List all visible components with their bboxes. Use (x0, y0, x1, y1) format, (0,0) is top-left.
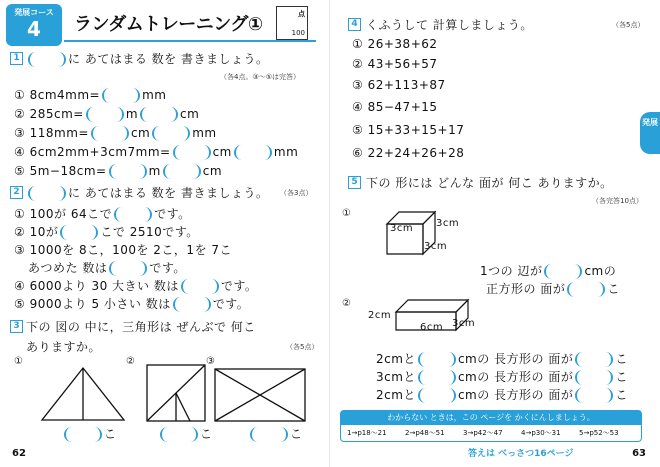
question-2-number: 2 (10, 186, 23, 199)
list-item: ① 8cm4mm= mm (14, 88, 167, 102)
answer-blank[interactable] (163, 164, 201, 179)
question-3-number: 3 (10, 320, 23, 333)
answer-blank[interactable] (418, 352, 456, 367)
question-4-points: （各5点） (612, 21, 645, 29)
help-link-3[interactable]: 3→p42～47 (463, 429, 503, 437)
figure-label: ① (14, 356, 24, 367)
list-item: ② 10が こで 2510です。 (14, 225, 199, 239)
help-box (340, 410, 642, 442)
question-5-text: 下の 形には どんな 面が 何こ ありますか。 (366, 176, 613, 190)
question-3-points: （各5点） (286, 343, 319, 351)
answer-blank[interactable] (567, 282, 605, 297)
figure-label: ① (342, 208, 352, 219)
answer-blank[interactable] (28, 52, 66, 67)
list-item: ① 26+38+62 (352, 37, 438, 51)
answer-blank[interactable] (575, 388, 613, 403)
question-5-number: 5 (348, 176, 361, 189)
answer-blank[interactable] (160, 427, 198, 442)
list-item: あつめた 数は です。 (28, 261, 186, 275)
figure-2-triangles (146, 364, 206, 422)
answer-blank[interactable] (575, 370, 613, 385)
cube-label-side: 3cm (436, 218, 460, 229)
cuboid-label-length: 6cm (420, 322, 444, 333)
answer-blank[interactable] (418, 388, 456, 403)
cuboid-answer-1: 2cmと cmの 長方形の 面が こ (376, 352, 628, 366)
page-title: ランダムトレーニング① (74, 14, 263, 35)
list-item: ⑤ 9000より 5 小さい 数は です。 (14, 297, 250, 311)
cuboid-answer-2: 3cmと cmの 長方形の 面が こ (376, 370, 628, 384)
list-item: ④ 6cm2mm+3cm7mm= cm mm (14, 145, 299, 159)
answer-blank[interactable] (544, 264, 582, 279)
help-link-1[interactable]: 1→p18～21 (347, 429, 387, 437)
answer-blank[interactable] (173, 145, 211, 160)
answer-reference: 答えは べっさつ16ページ (468, 449, 574, 459)
answer-blank[interactable] (234, 145, 272, 160)
list-item: ⑤ 15+33+15+17 (352, 123, 465, 137)
help-link-4[interactable]: 4→p30～31 (521, 429, 561, 437)
cuboid-label-height: 2cm (368, 310, 392, 321)
score-box (276, 6, 308, 40)
figure-label: ② (126, 356, 136, 367)
title-underline (64, 40, 316, 42)
answer-blank[interactable] (140, 107, 178, 122)
score-max: 100 (291, 29, 305, 37)
course-number: 4 (27, 17, 41, 41)
list-item: ⑤ 5m−18cm= m cm (14, 164, 223, 178)
figure-label: ③ (206, 356, 216, 367)
figure-label: ② (342, 298, 352, 309)
question-3-line-1: 下の 図の 中に，三角形は ぜんぶで 何こ (26, 320, 256, 334)
list-item: ② 43+56+57 (352, 57, 438, 71)
list-item: ④ 85−47+15 (352, 100, 438, 114)
question-1-number: 1 (10, 52, 23, 65)
question-1-points: （各4点。③～⑤は完答） (220, 73, 301, 81)
list-item: ② 285cm= m cm (14, 107, 200, 121)
answer-blank[interactable] (418, 370, 456, 385)
course-badge (6, 4, 62, 46)
answer-blank[interactable] (114, 207, 152, 222)
answer-blank[interactable] (91, 126, 129, 141)
list-item: ④ 6000より 30 大きい 数は です。 (14, 279, 258, 293)
cube-answer-1: 1つの 辺が cmの (480, 264, 617, 278)
cube-label-bottom: 3cm (424, 241, 448, 252)
answer-blank[interactable] (102, 88, 140, 103)
answer-blank[interactable] (152, 126, 190, 141)
section-tab: 発展 (640, 112, 660, 154)
question-4-text: くふうして 計算しましょう。 (366, 18, 533, 32)
answer-blank[interactable] (109, 261, 147, 276)
cuboid-label-depth: 3cm (452, 318, 476, 329)
page-number-right: 63 (632, 448, 646, 459)
right-page (330, 0, 660, 467)
page-number-left: 62 (12, 448, 26, 459)
figure-1-triangles (40, 366, 126, 422)
answer-blank[interactable] (173, 297, 211, 312)
cube-answer-2: 正方形の 面が こ (486, 282, 620, 296)
answer-blank[interactable] (575, 352, 613, 367)
question-5-points: （各完答10点） (592, 197, 643, 205)
question-3-line-2: ありますか。 (26, 340, 102, 354)
list-item: ③ 62+113+87 (352, 78, 446, 92)
course-label: 発展コース (14, 8, 54, 17)
cuboid-answer-3: 2cmと cmの 長方形の 面が こ (376, 388, 628, 402)
question-4-number: 4 (348, 18, 361, 31)
question-2-points: （各3点） (280, 189, 313, 197)
answer-blank[interactable] (250, 427, 288, 442)
answer-blank[interactable] (60, 225, 98, 240)
answer-blank[interactable] (109, 164, 147, 179)
answer-blank[interactable] (86, 107, 124, 122)
answer-blank[interactable] (64, 427, 102, 442)
score-unit: 点 (298, 10, 305, 18)
figure-3-triangles (214, 368, 306, 422)
question-1-text: に あてはまる 数を 書きましょう。 (26, 50, 268, 67)
question-2-text: に あてはまる 数を 書きましょう。 (26, 184, 268, 201)
answer-line: こ (62, 425, 117, 442)
list-item: ③ 118mm= cm mm (14, 126, 217, 140)
help-title: わからない ときは，この ページを かくにんしましょう。 (341, 411, 641, 425)
list-item: ⑥ 22+24+26+28 (352, 146, 465, 160)
help-link-5[interactable]: 5→p52～53 (579, 429, 619, 437)
answer-blank[interactable] (28, 186, 66, 201)
help-link-2[interactable]: 2→p48～51 (405, 429, 445, 437)
list-item: ① 100が 64こで です。 (14, 207, 191, 221)
list-item: ③ 1000を 8こ，100を 2こ，1を 7こ (14, 243, 233, 257)
answer-line: こ (248, 425, 303, 442)
answer-line: こ (158, 425, 213, 442)
cube-label-front: 3cm (390, 223, 414, 234)
answer-blank[interactable] (181, 279, 219, 294)
